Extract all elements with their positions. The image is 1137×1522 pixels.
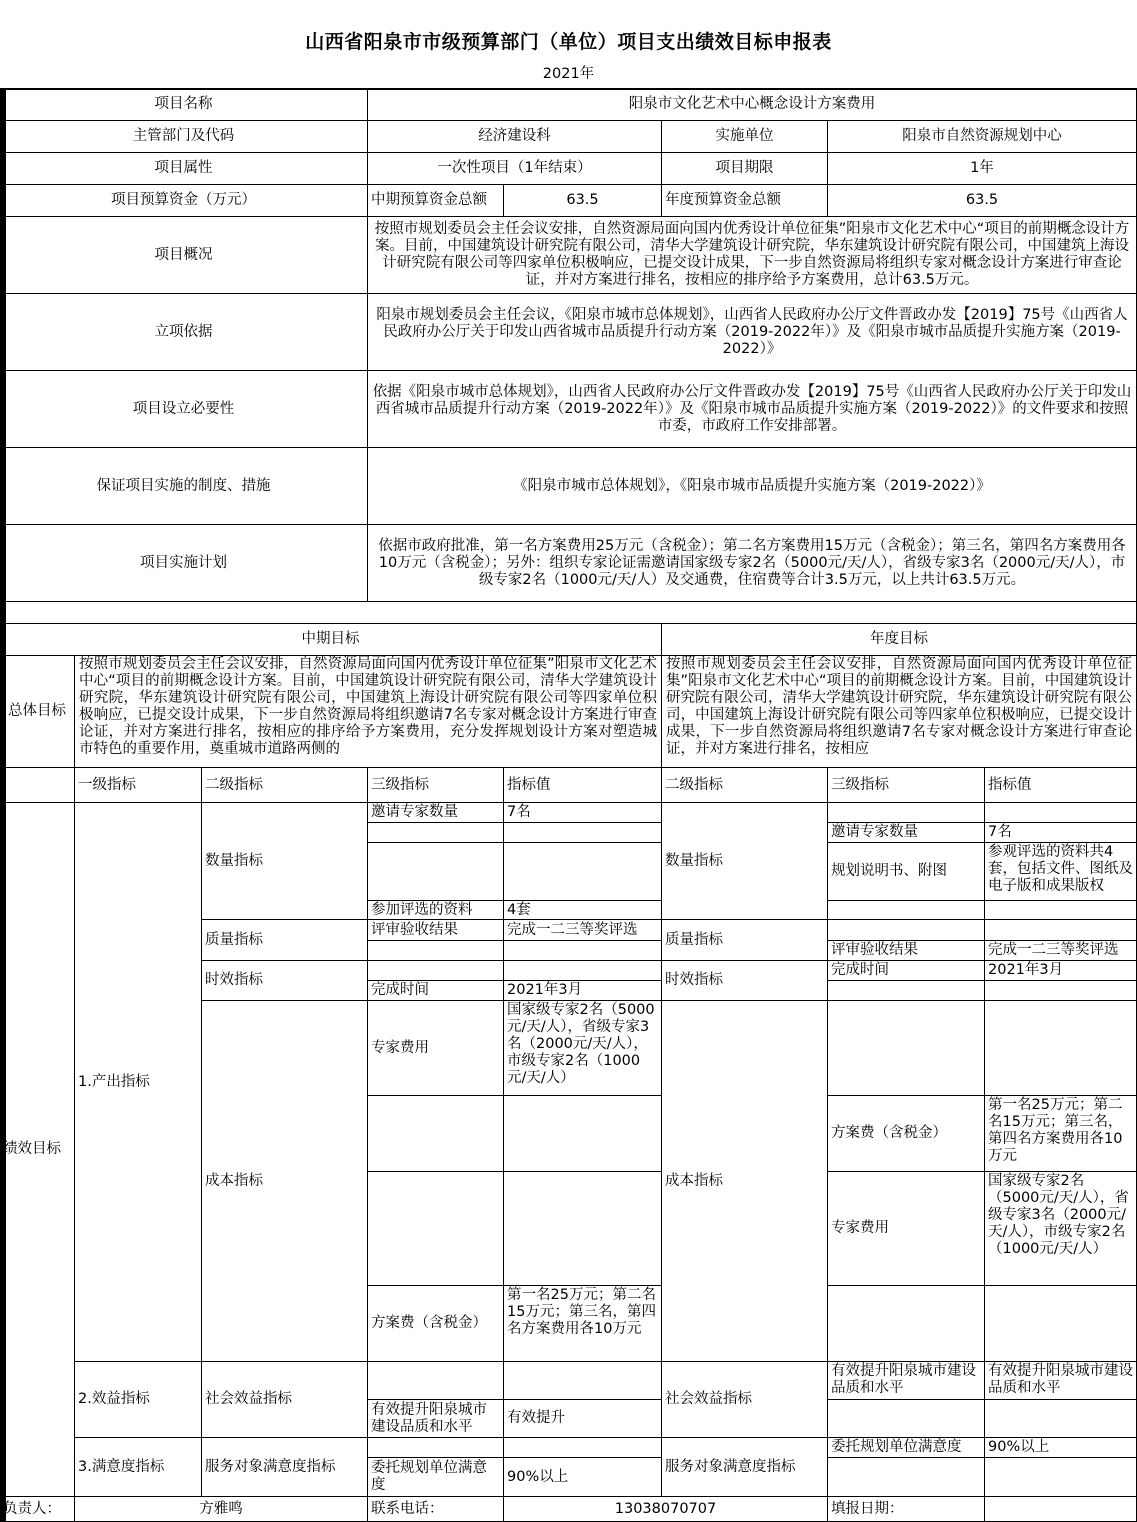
- social-indicator: 社会效益指标: [202, 1362, 368, 1438]
- year-blank-cell: [985, 1400, 1137, 1438]
- mid-blank-cell: [368, 1096, 504, 1172]
- mid-blank-cell: [504, 1096, 662, 1172]
- mid-blank-cell: [368, 1172, 504, 1286]
- impl-label: 实施单位: [662, 121, 828, 153]
- person-label: 负责人：: [0, 1497, 75, 1522]
- year-expert-fee: 专家费用: [828, 1172, 985, 1286]
- year-cost-indicator: 成本指标: [662, 1001, 828, 1362]
- date-value[interactable]: [985, 1497, 1137, 1522]
- mid-blank-cell: [368, 823, 504, 843]
- quality-indicator: 质量指标: [202, 920, 368, 961]
- benefit-indicator: 2.效益指标: [75, 1362, 202, 1438]
- period-label: 项目期限: [662, 153, 828, 185]
- mid-review: 评审验收结果: [368, 920, 504, 941]
- year-blank-cell: [828, 1400, 985, 1438]
- year-expert-fee-val[interactable]: 国家级专家2名（5000元/天/人），省级专家3名（2000元/天/人），市级专家2名（1000元/天/人）: [985, 1172, 1137, 1286]
- mid-blank-cell: [368, 1438, 504, 1458]
- year-goal-text[interactable]: 按照市规划委员会主任会议安排，自然资源局面向国内优秀设计单位征集”阳泉市文化艺术中心“项目的前期概念设计方案。目前，中国建筑设计研究院有限公司，清华大学建筑设计研究院，华东建筑设计研究院有限公司，中国建筑上海设计研究院有限公司等四家单位积极响应，已提交设计成果，下一步自然资源局将组织邀请7名专家对概念设计方案进行审查论证，并对方案进行排名，按相应: [662, 656, 1137, 768]
- h-year-level2: 二级指标: [662, 768, 828, 803]
- mid-scheme-fee-val[interactable]: 第一名25万元；第二名15万元；第三名，第四名方案费用各10万元: [504, 1286, 662, 1362]
- mid-materials-val[interactable]: 4套: [504, 901, 662, 920]
- year-blank-cell: [985, 920, 1137, 941]
- year-client-satisfaction-val[interactable]: 90%以上: [985, 1438, 1137, 1458]
- h-level1: 一级指标: [75, 768, 202, 803]
- basis-label: 立项依据: [0, 294, 368, 371]
- mid-blank-cell: [504, 1362, 662, 1400]
- attr-label: 项目属性: [0, 153, 368, 185]
- mid-blank-cell: [504, 961, 662, 981]
- basis-value[interactable]: 阳泉市规划委员会主任会议，《阳泉市城市总体规划》，山西省人民政府办公厅文件晋政办发【2019】75号《山西省人民政府办公厅关于印发山西省城市品质提升行动方案（2019-2022年）》及《阳泉市城市品质提升实施方案（2019-2022）》: [368, 294, 1137, 371]
- h-year-value: 指标值: [985, 768, 1137, 803]
- output-indicator: 1.产出指标: [75, 803, 202, 1362]
- blank-row: [0, 602, 1137, 624]
- mid-blank-cell: [368, 1362, 504, 1400]
- year-finish-time-val[interactable]: 2021年3月: [985, 961, 1137, 981]
- mid-blank-cell: [504, 1172, 662, 1286]
- necessity-value[interactable]: 依据《阳泉市城市总体规划》，山西省人民政府办公厅文件晋政办发【2019】75号《山西省人民政府办公厅关于印发山西省城市品质提升行动方案（2019-2022年）》及《阳泉市城市品质提升实施方案（2019-2022）》的文件要求和按照市委，市政府工作安排部署。: [368, 371, 1137, 448]
- mid-total-label: 中期预算资金总额: [368, 185, 504, 217]
- year-blank-cell: [828, 803, 985, 823]
- year-label: 2021年: [542, 65, 595, 82]
- year-timeliness-indicator: 时效指标: [662, 961, 828, 1001]
- mid-total-value[interactable]: 63.5: [504, 185, 662, 217]
- year-scheme-fee: 方案费（含税金）: [828, 1096, 985, 1172]
- year-service-indicator: 服务对象满意度指标: [662, 1438, 828, 1497]
- mid-client-satisfaction: 委托规划单位满意度: [368, 1458, 504, 1497]
- year-review-val[interactable]: 完成一二三等奖评选: [985, 941, 1137, 961]
- year-blank-cell: [985, 1001, 1137, 1096]
- year-blank-cell: [828, 920, 985, 941]
- attr-value[interactable]: 一次性项目（1年结束）: [368, 153, 662, 185]
- year-blank-cell: [985, 981, 1137, 1001]
- person-value[interactable]: 方雅鸣: [75, 1497, 368, 1522]
- phone-value[interactable]: 13038070707: [504, 1497, 828, 1522]
- budget-label: 项目预算资金（万元）: [0, 185, 368, 217]
- year-total-label: 年度预算资金总额: [662, 185, 828, 217]
- period-value[interactable]: 1年: [828, 153, 1137, 185]
- year-blank-cell: [828, 1286, 985, 1362]
- mid-client-satisfaction-val[interactable]: 90%以上: [504, 1458, 662, 1497]
- year-blank-cell: [985, 901, 1137, 920]
- mid-blank-cell: [504, 941, 662, 961]
- overview-value[interactable]: 按照市规划委员会主任会议安排，自然资源局面向国内优秀设计单位征集”阳泉市文化艺术中心“项目的前期概念设计方案。目前，中国建筑设计研究院有限公司，清华大学建筑设计研究院，华东建筑设计研究院有限公司，中国建筑上海设计研究院有限公司等四家单位积极响应，已提交设计成果，下一步自然资源局将组织专家对概念设计方案进行审查论证，并对方案进行排名，按相应的排序给予方案费用，总计63.5万元。: [368, 217, 1137, 294]
- mid-finish-time-val[interactable]: 2021年3月: [504, 981, 662, 1001]
- mid-review-val[interactable]: 完成一二三等奖评选: [504, 920, 662, 941]
- year-blank-cell: [828, 901, 985, 920]
- quantity-indicator: 数量指标: [202, 803, 368, 920]
- year-goal-header: 年度目标: [662, 624, 1137, 656]
- dept-label: 主管部门及代码: [0, 121, 368, 153]
- overall-goal-label: 总体目标: [0, 656, 75, 768]
- mid-quality-improve-val[interactable]: 有效提升: [504, 1400, 662, 1438]
- mid-quality-improve: 有效提升阳泉城市建设品质和水平: [368, 1400, 504, 1438]
- timeliness-indicator: 时效指标: [202, 961, 368, 1001]
- year-quality-improve-val[interactable]: 有效提升阳泉城市建设品质和水平: [985, 1362, 1137, 1400]
- necessity-label: 项目设立必要性: [0, 371, 368, 448]
- year-quantity-indicator: 数量指标: [662, 803, 828, 920]
- year-blank-cell: [828, 981, 985, 1001]
- perf-goal-label: 绩效目标: [0, 803, 75, 1497]
- impl-value[interactable]: 阳泉市自然资源规划中心: [828, 121, 1137, 153]
- year-experts-count-val[interactable]: 7名: [985, 823, 1137, 843]
- overview-label: 项目概况: [0, 217, 368, 294]
- year-blank-cell: [985, 1458, 1137, 1497]
- h-year-level3: 三级指标: [828, 768, 985, 803]
- year-scheme-fee-val[interactable]: 第一名25万元；第二名15万元；第三名，第四名方案费用各10万元: [985, 1096, 1137, 1172]
- phone-label: 联系电话：: [368, 1497, 504, 1522]
- year-blank-cell: [985, 803, 1137, 823]
- mid-blank-cell: [368, 961, 504, 981]
- mid-scheme-fee: 方案费（含税金）: [368, 1286, 504, 1362]
- mid-expert-fee: 专家费用: [368, 1001, 504, 1096]
- year-blank-cell: [828, 1001, 985, 1096]
- year-total-value[interactable]: 63.5: [828, 185, 1137, 217]
- date-label: 填报日期：: [828, 1497, 985, 1522]
- mid-blank-cell: [368, 843, 504, 901]
- indicator-header-blank: [0, 768, 75, 803]
- year-social-indicator: 社会效益指标: [662, 1362, 828, 1438]
- project-name-label: 项目名称: [0, 89, 368, 121]
- year-blank-cell: [985, 1286, 1137, 1362]
- mid-blank-cell: [504, 823, 662, 843]
- h-level2: 二级指标: [202, 768, 368, 803]
- year-planning-docs-val[interactable]: 参观评选的资料共4套，包括文件、图纸及电子版和成果版权: [985, 843, 1137, 901]
- h-level3: 三级指标: [368, 768, 504, 803]
- year-blank-cell: [828, 1458, 985, 1497]
- mid-finish-time: 完成时间: [368, 981, 504, 1001]
- mid-blank-cell: [368, 941, 504, 961]
- year-planning-docs: 规划说明书、附图: [828, 843, 985, 901]
- year-quality-improve: 有效提升阳泉城市建设品质和水平: [828, 1362, 985, 1400]
- measures-value[interactable]: 《阳泉市城市总体规划》，《阳泉市城市品质提升实施方案（2019-2022）》: [368, 448, 1137, 525]
- mid-blank-cell: [504, 843, 662, 901]
- mid-goal-text[interactable]: 按照市规划委员会主任会议安排，自然资源局面向国内优秀设计单位征集”阳泉市文化艺术中心“项目的前期概念设计方案。目前，中国建筑设计研究院有限公司，清华大学建筑设计研究院，华东建筑设计研究院有限公司，中国建筑上海设计研究院有限公司等四家单位积极响应，已提交设计成果，下一步自然资源局将组织邀请7名专家对概念设计方案进行审查论证，并对方案进行排名，按相应的排序给予方案费用，充分发挥规划设计方案对塑造城市特色的重要作用，奠重城市道路两侧的: [75, 656, 662, 768]
- year-client-satisfaction: 委托规划单位满意度: [828, 1438, 985, 1458]
- year-review: 评审验收结果: [828, 941, 985, 961]
- mid-expert-fee-val[interactable]: 国家级专家2名（5000元/天/人），省级专家3名（2000元/天/人），市级专家2名（1000元/天/人）: [504, 1001, 662, 1096]
- satisfaction-indicator: 3.满意度指标: [75, 1438, 202, 1497]
- cost-indicator: 成本指标: [202, 1001, 368, 1362]
- service-indicator: 服务对象满意度指标: [202, 1438, 368, 1497]
- mid-experts-count: 邀请专家数量: [368, 803, 504, 823]
- mid-experts-count-val[interactable]: 7名: [504, 803, 662, 823]
- mid-blank-cell: [504, 1438, 662, 1458]
- page-title: 山西省阳泉市市级预算部门（单位）项目支出绩效目标申报表: [305, 30, 832, 53]
- year-finish-time: 完成时间: [828, 961, 985, 981]
- mid-materials: 参加评选的资料: [368, 901, 504, 920]
- mid-goal-header: 中期目标: [0, 624, 662, 656]
- project-name-value[interactable]: 阳泉市文化艺术中心概念设计方案费用: [368, 89, 1137, 121]
- plan-label: 项目实施计划: [0, 525, 368, 602]
- dept-value[interactable]: 经济建设科: [368, 121, 662, 153]
- year-quality-indicator: 质量指标: [662, 920, 828, 961]
- measures-label: 保证项目实施的制度、措施: [0, 448, 368, 525]
- h-value: 指标值: [504, 768, 662, 803]
- plan-value[interactable]: 依据市政府批准，第一名方案费用25万元（含税金）；第二名方案费用15万元（含税金）；第三名，第四名方案费用各10万元（含税金）；另外：组织专家论证需邀请国家级专家2名（5000元/天/人），省级专家3名（2000元/天/人），市级专家2名（1000元/天/人）及交通费，住宿费等合计3.5万元，以上共计63.5万元。: [368, 525, 1137, 602]
- year-experts-count: 邀请专家数量: [828, 823, 985, 843]
